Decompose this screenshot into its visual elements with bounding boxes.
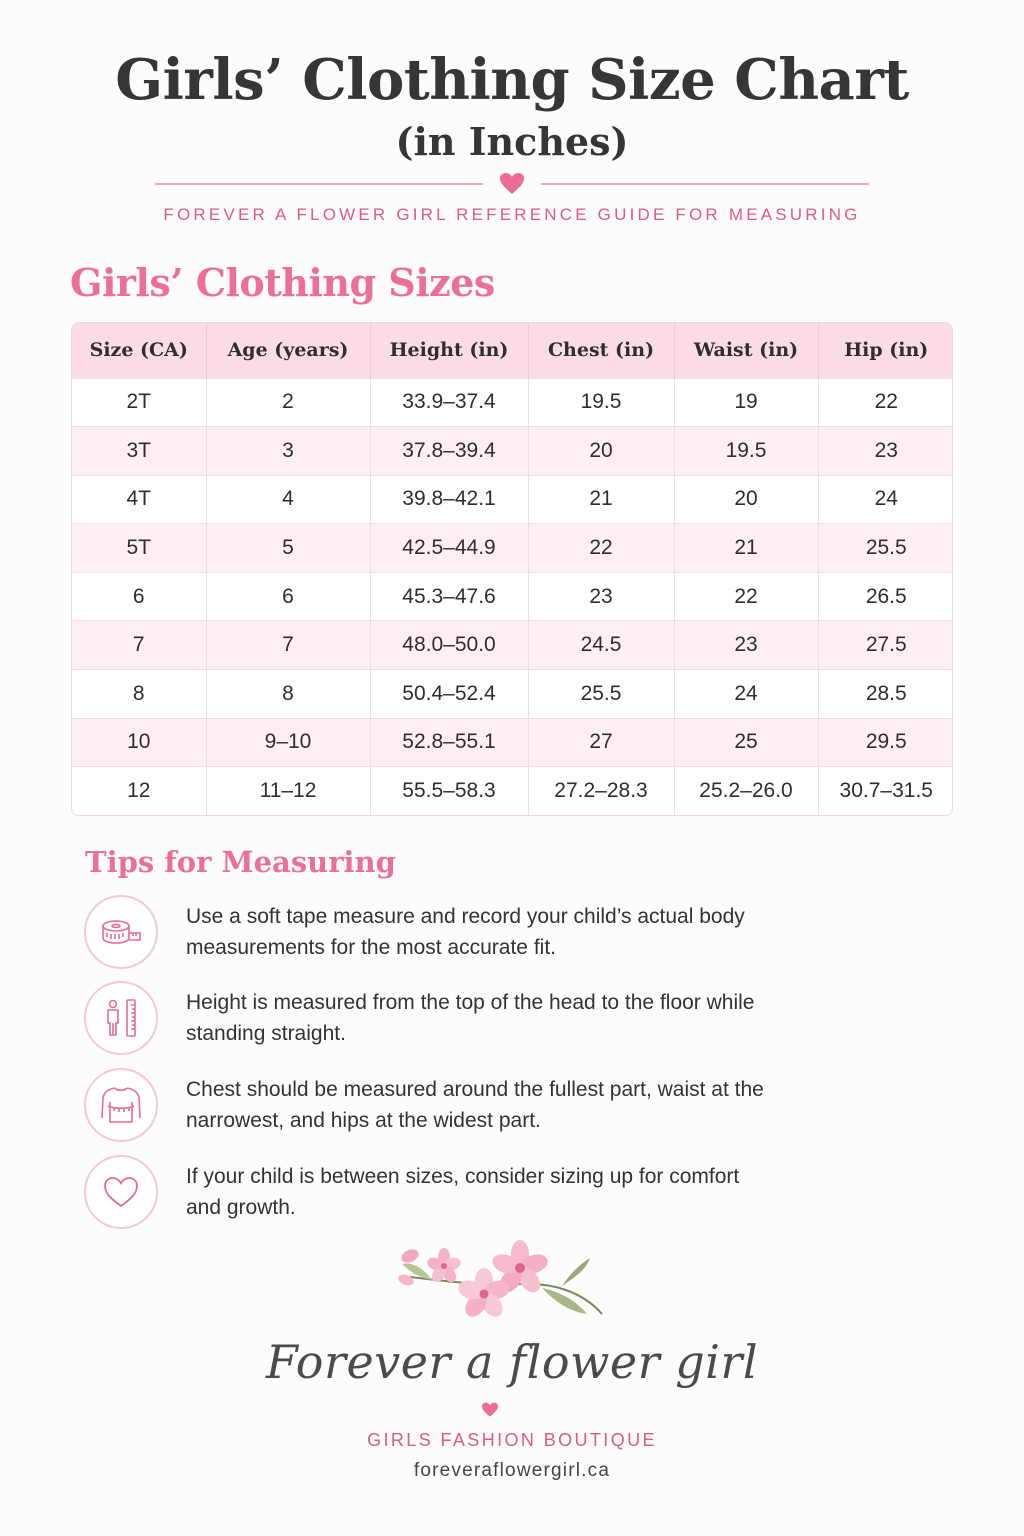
brand-heart-icon (481, 1402, 499, 1418)
table-cell: 22 (818, 378, 953, 427)
table-row (72, 427, 953, 476)
tip-item (84, 1068, 784, 1144)
table-cell: 12 (72, 767, 206, 816)
table-cell: 42.5–44.9 (370, 524, 528, 573)
table-row (72, 572, 953, 621)
table-cell: 27.5 (818, 621, 953, 670)
table-cell: 5 (206, 524, 370, 573)
table-cell: 50.4–52.4 (370, 670, 528, 719)
size-table-heading: Girls’ Clothing Sizes (70, 260, 495, 305)
page-title: Girls’ Clothing Size Chart (115, 47, 909, 113)
table-cell: 4T (72, 475, 206, 524)
divider-line-left (155, 183, 483, 185)
column-header-waist: Waist (in) (674, 323, 818, 378)
table-cell: 8 (206, 670, 370, 719)
table-cell: 25.2–26.0 (674, 767, 818, 816)
table-cell: 22 (674, 572, 818, 621)
torso-measure-icon (84, 1068, 158, 1142)
table-cell: 25.5 (528, 670, 674, 719)
table-cell: 4 (206, 475, 370, 524)
table-row (72, 524, 953, 573)
table-cell: 5T (72, 524, 206, 573)
table-cell: 19.5 (528, 378, 674, 427)
table-cell: 25.5 (818, 524, 953, 573)
tip-text: Chest should be measured around the fullest part, waist at the narrowest, and hips at the widest part. (186, 1078, 764, 1132)
tip-item (84, 981, 784, 1057)
table-cell: 2T (72, 378, 206, 427)
table-cell: 28.5 (818, 670, 953, 719)
page-subtitle: (in Inches) (395, 119, 629, 164)
table-cell: 7 (206, 621, 370, 670)
table-cell: 2 (206, 378, 370, 427)
column-header-age: Age (years) (206, 323, 370, 378)
table-cell: 33.9–37.4 (370, 378, 528, 427)
divider-heart-icon (499, 172, 525, 196)
table-cell: 22 (528, 524, 674, 573)
table-cell: 55.5–58.3 (370, 767, 528, 816)
header-tagline: FOREVER A FLOWER GIRL REFERENCE GUIDE FOR MEASURING (163, 205, 861, 224)
table-cell: 27 (528, 718, 674, 767)
table-cell: 45.3–47.6 (370, 572, 528, 621)
table-row (72, 670, 953, 719)
table-cell: 27.2–28.3 (528, 767, 674, 816)
table-cell: 30.7–31.5 (818, 767, 953, 816)
tip-text: If your child is between sizes, consider sizing up for comfort and growth. (186, 1165, 740, 1219)
table-cell: 23 (674, 621, 818, 670)
brand-logo-text: Forever a flower girl (265, 1335, 759, 1389)
table-cell: 24.5 (528, 621, 674, 670)
table-row (72, 767, 953, 816)
table-row (72, 621, 953, 670)
table-cell: 25 (674, 718, 818, 767)
table-cell: 3 (206, 427, 370, 476)
table-row (72, 475, 953, 524)
table-header-row (72, 323, 953, 378)
table-cell: 20 (528, 427, 674, 476)
table-cell: 19 (674, 378, 818, 427)
height-ruler-icon (84, 981, 158, 1055)
column-header-size: Size (CA) (72, 323, 206, 378)
tip-item (84, 895, 784, 971)
floral-illustration (392, 1236, 607, 1336)
table-cell: 6 (206, 572, 370, 621)
table-cell: 24 (674, 670, 818, 719)
table-cell: 9–10 (206, 718, 370, 767)
heart-icon (84, 1155, 158, 1229)
tape-measure-icon (84, 895, 158, 969)
column-header-hip: Hip (in) (818, 323, 953, 378)
divider-line-right (541, 183, 869, 185)
table-cell: 37.8–39.4 (370, 427, 528, 476)
table-cell: 3T (72, 427, 206, 476)
tip-text: Height is measured from the top of the head to the floor while standing straight. (186, 991, 755, 1045)
table-cell: 8 (72, 670, 206, 719)
table-cell: 10 (72, 718, 206, 767)
tips-heading: Tips for Measuring (85, 845, 396, 879)
table-row (72, 718, 953, 767)
table-cell: 26.5 (818, 572, 953, 621)
table-cell: 39.8–42.1 (370, 475, 528, 524)
table-cell: 11–12 (206, 767, 370, 816)
table-cell: 20 (674, 475, 818, 524)
table-cell: 23 (818, 427, 953, 476)
column-header-height: Height (in) (370, 323, 528, 378)
table-cell: 24 (818, 475, 953, 524)
tip-text: Use a soft tape measure and record your child’s actual body measurements for the most accurate fit. (186, 905, 745, 959)
table-cell: 23 (528, 572, 674, 621)
size-table (71, 322, 953, 816)
table-cell: 21 (528, 475, 674, 524)
brand-url: foreveraflowergirl.ca (413, 1460, 611, 1481)
tip-item (84, 1155, 784, 1231)
table-cell: 6 (72, 572, 206, 621)
column-header-chest: Chest (in) (528, 323, 674, 378)
table-cell: 21 (674, 524, 818, 573)
brand-tagline: GIRLS FASHION BOUTIQUE (367, 1430, 657, 1450)
table-cell: 29.5 (818, 718, 953, 767)
table-cell: 48.0–50.0 (370, 621, 528, 670)
table-cell: 19.5 (674, 427, 818, 476)
table-row (72, 378, 953, 427)
table-cell: 52.8–55.1 (370, 718, 528, 767)
table-cell: 7 (72, 621, 206, 670)
